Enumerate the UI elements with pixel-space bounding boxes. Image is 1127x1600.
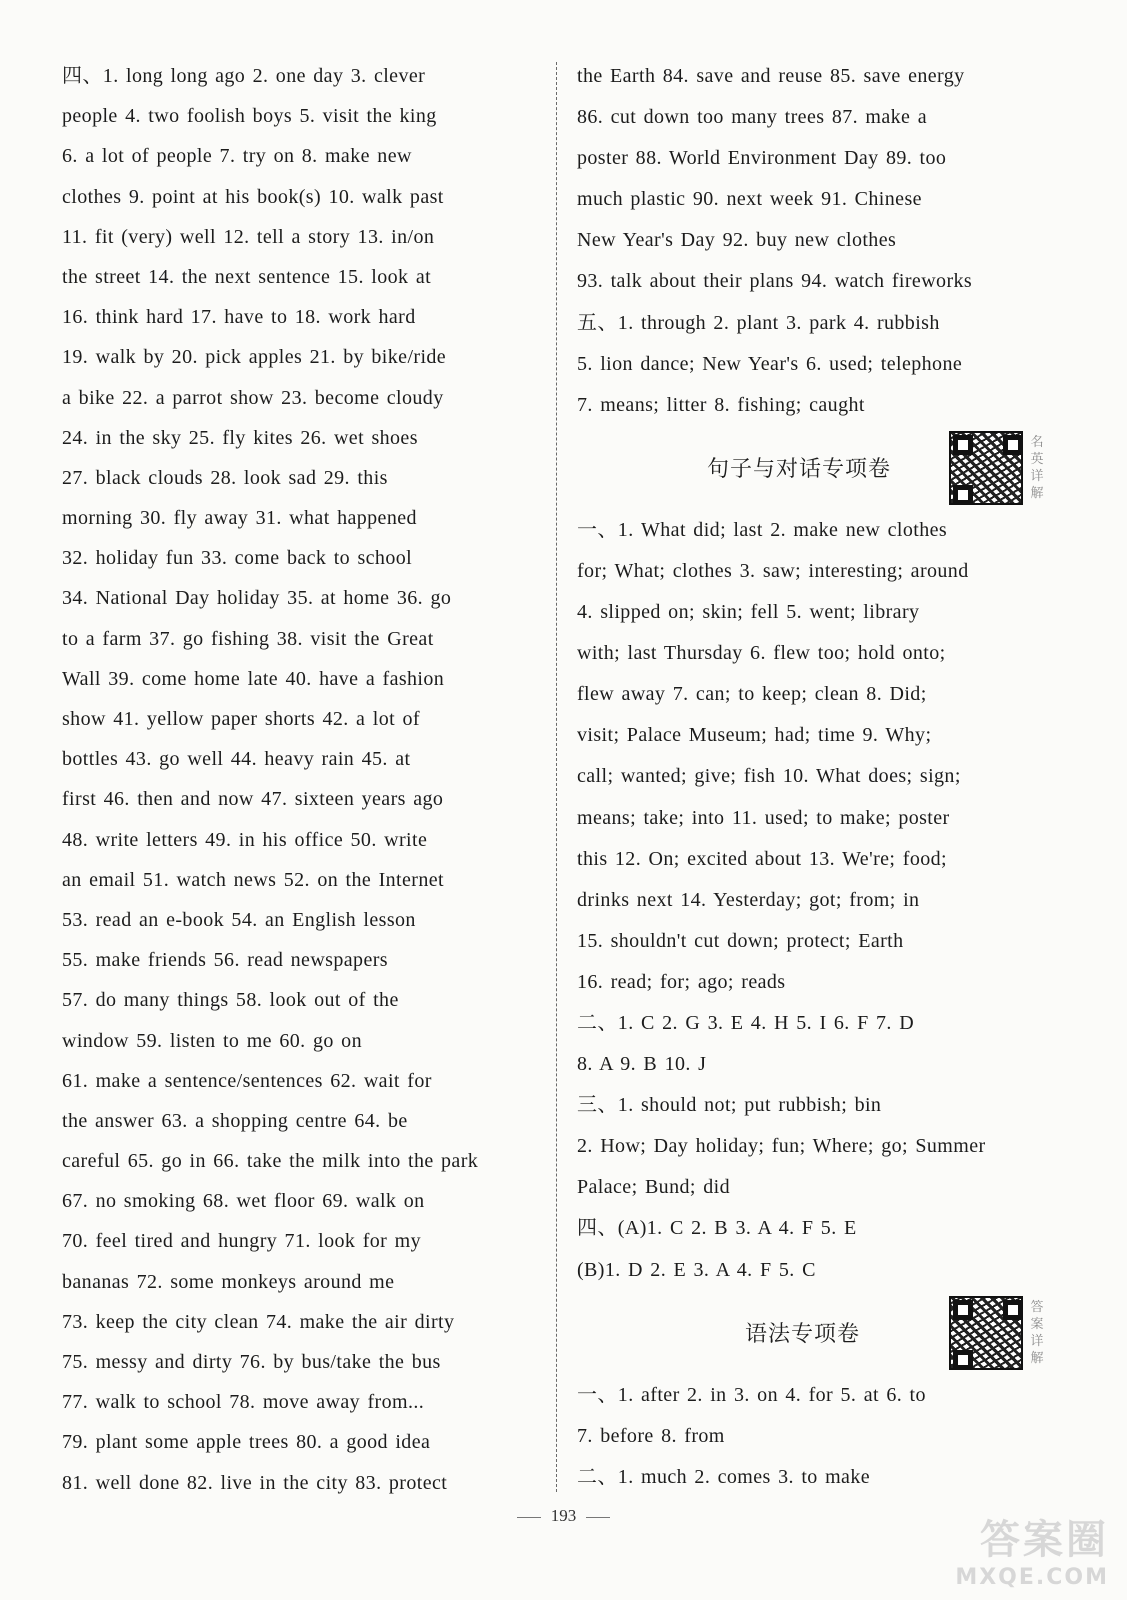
answer-line: 6. a lot of people 7. try on 8. make new: [62, 145, 412, 168]
answer-line: this 12. On; excited about 13. We're; food;: [577, 847, 947, 870]
left-answer-column: [62, 56, 540, 1503]
answer-line: people 4. two foolish boys 5. visit the king: [62, 105, 437, 128]
answer-line: window 59. listen to me 60. go on: [62, 1029, 362, 1052]
answer-line: 86. cut down too many trees 87. make a: [577, 106, 928, 129]
answer-line: morning 30. fly away 31. what happened: [62, 507, 417, 530]
answer-line: 16. think hard 17. have to 18. work hard: [62, 306, 416, 329]
answer-line: an email 51. watch news 52. on the Internet: [62, 868, 444, 891]
answer-line: 77. walk to school 78. move away from...: [62, 1391, 425, 1414]
answer-line: 二、1. much 2. comes 3. to make: [577, 1465, 870, 1488]
answer-line: 81. well done 82. live in the city 83. protect: [62, 1471, 448, 1494]
answer-line: 53. read an e-book 54. an English lesson: [62, 908, 416, 931]
section-title: 语法专项卷: [745, 1322, 861, 1348]
answer-line: careful 65. go in 66. take the milk into the park: [62, 1150, 479, 1173]
section-heading-grammar: [577, 1291, 1047, 1375]
answer-line: the street 14. the next sentence 15. look at: [62, 265, 432, 288]
answer-line: 55. make friends 56. read newspapers: [62, 949, 388, 972]
answer-line: to a farm 37. go fishing 38. visit the Great: [62, 627, 434, 650]
answer-line: 二、1. C 2. G 3. E 4. H 5. I 6. F 7. D: [577, 1011, 915, 1034]
answer-line: show 41. yellow paper shorts 42. a lot of: [62, 708, 420, 730]
answer-line: Palace; Bund; did: [577, 1176, 730, 1199]
answer-line: 一、1. after 2. in 3. on 4. for 5. at 6. to: [577, 1383, 926, 1406]
answer-line: 19. walk by 20. pick apples 21. by bike/ride: [62, 346, 447, 369]
answer-line: much plastic 90. next week 91. Chinese: [577, 188, 922, 211]
answer-line: New Year's Day 92. buy new clothes: [577, 229, 897, 252]
answer-line: 7. before 8. from: [577, 1424, 725, 1447]
answer-line: bottles 43. go well 44. heavy rain 45. at: [62, 748, 411, 771]
answer-line: clothes 9. point at his book(s) 10. walk past: [62, 185, 444, 208]
answer-line: a bike 22. a parrot show 23. become cloudy: [62, 386, 444, 409]
answer-line: 三、1. should not; put rubbish; bin: [577, 1094, 882, 1117]
answer-line: 7. means; litter 8. fishing; caught: [577, 393, 865, 416]
answer-line: poster 88. World Environment Day 89. too: [577, 147, 947, 170]
answer-line: 27. black clouds 28. look sad 29. this: [62, 466, 388, 489]
answer-line: drinks next 14. Yesterday; got; from; in: [577, 888, 920, 911]
answer-line: 57. do many things 58. look out of the: [62, 989, 399, 1012]
answer-line: 61. make a sentence/sentences 62. wait for: [62, 1069, 432, 1092]
answer-line: the Earth 84. save and reuse 85. save energy: [577, 65, 965, 87]
answer-line: 一、1. What did; last 2. make new clothes: [577, 518, 948, 541]
answer-line: 四、(A)1. C 2. B 3. A 4. F 5. E: [577, 1217, 857, 1240]
answer-line: (B)1. D 2. E 3. A 4. F 5. C: [577, 1258, 816, 1281]
answer-line: 五、1. through 2. plant 3. park 4. rubbish: [577, 311, 940, 334]
answer-line: with; last Thursday 6. flew too; hold onto;: [577, 642, 946, 665]
answer-line: 79. plant some apple trees 80. a good idea: [62, 1431, 431, 1454]
answer-line: 73. keep the city clean 74. make the air dirty: [62, 1310, 455, 1333]
page-number-text: 193: [550, 1506, 577, 1525]
answer-line: 15. shouldn't cut down; protect; Earth: [577, 929, 904, 952]
answer-line: visit; Palace Museum; had; time 9. Why;: [577, 724, 932, 747]
answer-line: means; take; into 11. used; to make; poster: [577, 806, 950, 829]
answer-line: call; wanted; give; fish 10. What does; sign;: [577, 765, 961, 788]
answer-line: 16. read; for; ago; reads: [577, 970, 786, 993]
answer-line: 32. holiday fun 33. come back to school: [62, 547, 413, 570]
right-answer-column: [577, 56, 1047, 1498]
section-title: 句子与对话专项卷: [707, 457, 892, 483]
answer-line: 48. write letters 49. in his office 50. write: [62, 828, 428, 851]
answer-line: 四、1. long long ago 2. one day 3. clever: [62, 65, 426, 87]
column-divider: [556, 62, 557, 1492]
answer-line: Wall 39. come home late 40. have a fashion: [62, 667, 445, 690]
answer-line: 75. messy and dirty 76. by bus/take the bus: [62, 1351, 441, 1373]
answer-line: first 46. then and now 47. sixteen years ago: [62, 788, 444, 811]
watermark-logo: [955, 1508, 1109, 1590]
answer-line: 8. A 9. B 10. J: [577, 1053, 707, 1076]
watermark-title: 答案圈: [980, 1517, 1109, 1563]
qr-caption: 答案详解: [1030, 1299, 1044, 1366]
answer-line: 67. no smoking 68. wet floor 69. walk on: [62, 1190, 425, 1213]
answer-line: 2. How; Day holiday; fun; Where; go; Summer: [577, 1135, 986, 1158]
answer-line: 24. in the sky 25. fly kites 26. wet shoes: [62, 426, 418, 449]
qr-code-icon[interactable]: [949, 1296, 1023, 1370]
answer-line: 93. talk about their plans 94. watch fireworks: [577, 270, 973, 293]
qr-caption: 名英详解: [1030, 434, 1044, 501]
answer-line: 11. fit (very) well 12. tell a story 13. in/on: [62, 225, 435, 248]
answer-line: 5. lion dance; New Year's 6. used; telephone: [577, 352, 963, 375]
section-heading-sentences-dialogue: [577, 426, 1047, 510]
answer-line: for; What; clothes 3. saw; interesting; around: [577, 559, 969, 582]
answer-line: bananas 72. some monkeys around me: [62, 1270, 395, 1293]
answer-line: 70. feel tired and hungry 71. look for my: [62, 1230, 421, 1253]
qr-code-icon[interactable]: [949, 431, 1023, 505]
answer-line: the answer 63. a shopping centre 64. be: [62, 1109, 408, 1132]
answer-line: 34. National Day holiday 35. at home 36. go: [62, 587, 452, 610]
watermark-url: MXQE.COM: [955, 1565, 1109, 1590]
answer-line: 4. slipped on; skin; fell 5. went; library: [577, 601, 920, 624]
answer-line: flew away 7. can; to keep; clean 8. Did;: [577, 683, 927, 706]
